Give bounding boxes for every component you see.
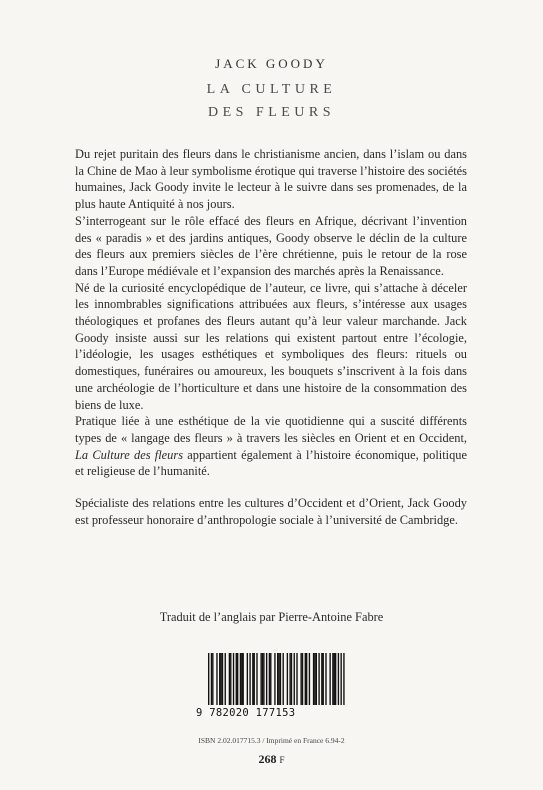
barcode-bar [300,653,301,705]
barcode-bar [316,653,317,705]
translator-credit: Traduit de l’anglais par Pierre-Antoine Fabre [159,610,384,624]
paragraph-4-end: appartient également à l’histoire économique, politique et religieuse de l’humanité. [75,447,467,479]
author-bio: Spécialiste des relations entre les cultures d’Occident et d’Orient, Jack Goody est professeur honoraire d’anthropologie sociale à l’université de Cambridge. [75,496,467,527]
barcode-bar [219,653,220,705]
barcode-bar [241,653,242,705]
barcode-bar [237,653,238,705]
barcode-digits: 9 782020 177153 [196,707,296,719]
paragraph-4 [75,413,467,480]
paragraph-2: S’interrogeant sur le rôle effacé des fleurs en Afrique, décrivant l’invention des « paradis » et des jardins antiques, Goody observe le déclin de la culture des fleurs aux premiers siècles de l’ère chrétienne, puis le retour de la rose dans l’Europe médiévale et l’expansion des marchés après la Renaissance. [75,213,467,278]
barcode-bar [291,653,292,705]
barcode-bar [236,653,237,705]
barcode-bar [283,653,284,705]
isbn-line: ISBN 2.02.017715.3 / Imprimé en France 6.94-2 [198,736,345,745]
book-title-italic: La Culture des fleurs [75,447,184,462]
barcode-bar [269,653,270,705]
price-unit: F [279,755,285,765]
paragraph-4-start: Pratique liée à une esthétique de la vie quotidienne qui a suscité différents types de « langage des fleurs » à travers les siècles en Orient et en Occident, [75,414,467,445]
barcode-bar [211,653,212,705]
barcode-bar [222,653,223,705]
barcode-bar [263,653,264,705]
barcode-bar [340,653,341,705]
barcode-bar [249,653,250,705]
paragraph-1: Du rejet puritain des fleurs dans le christianisme ancien, dans l’islam ou dans la Chine de Mao à leur symbolisme érotique qui traverse l’histoire des sociétés humaines, Jack Goody invite le lecteur à le suivre dans ses promenades, de la plus haute Antiquité à nos jours. [75,147,467,212]
barcode-bar [278,653,279,705]
barcode-bar [243,653,244,705]
barcode-bar [252,653,253,705]
barcode-bar [216,653,217,705]
barcode-bar [332,653,333,705]
barcode-bar [335,653,336,705]
barcode-bar [254,653,255,705]
barcode-bar [318,653,319,705]
barcode-bar [334,653,335,705]
barcode [196,653,346,733]
barcode-bar [230,653,231,705]
price [0,752,543,767]
barcode-bar [280,653,281,705]
barcode-bar [212,653,213,705]
barcode-bar [321,653,322,705]
paragraph-3: Né de la curiosité encyclopédique de l’auteur, ce livre, qui s’attache à déceler les innombrables significations attribuées aux fleurs, s’intéresse aux usages théologiques et profanes des fleurs autant qu’à leur valeur marchande. Jack Goody insiste aussi sur les relations qui existent partout entre l’écologie, l’idéologie, les usages esthétiques et symboliques des fleurs: rituels ou domestiques, funéraires ou amoureux, les bouquets s’inscrivent à la fois dans une archéologie de l’horticulture et dans une histoire de la consommation des biens de luxe. [75,280,467,412]
barcode-bar [313,653,314,705]
barcode-bar [329,653,330,705]
barcode-bar [302,653,303,705]
barcode-bar [338,653,339,705]
barcode-bar [323,653,324,705]
barcode-bar [306,653,307,705]
title-line-1: LA CULTURE [206,82,337,97]
price-value: 268 [258,752,277,766]
barcode-bar [294,653,295,705]
title-line-2: DES FLEURS [207,105,336,120]
barcode-bar [208,653,209,705]
barcode-bar [260,653,261,705]
barcode-bar [314,653,315,705]
barcode-bar [233,653,234,705]
barcode-bars [196,653,346,705]
barcode-bar [220,653,221,705]
barcode-bar [266,653,267,705]
barcode-bar [225,653,226,705]
barcode-bar [240,653,241,705]
barcode-bar [309,653,310,705]
barcode-bar [247,653,248,705]
barcode-bar [343,653,344,705]
barcode-bar [262,653,263,705]
barcode-bar [296,653,297,705]
back-cover-text [75,146,467,528]
barcode-bar [325,653,326,705]
barcode-bar [277,653,278,705]
author-name: JACK GOODY [215,56,328,71]
barcode-bar [289,653,290,705]
barcode-bar [270,653,271,705]
barcode-bar [256,653,257,705]
barcode-bar [287,653,288,705]
barcode-bar [229,653,230,705]
barcode-bar [274,653,275,705]
barcode-bar [305,653,306,705]
